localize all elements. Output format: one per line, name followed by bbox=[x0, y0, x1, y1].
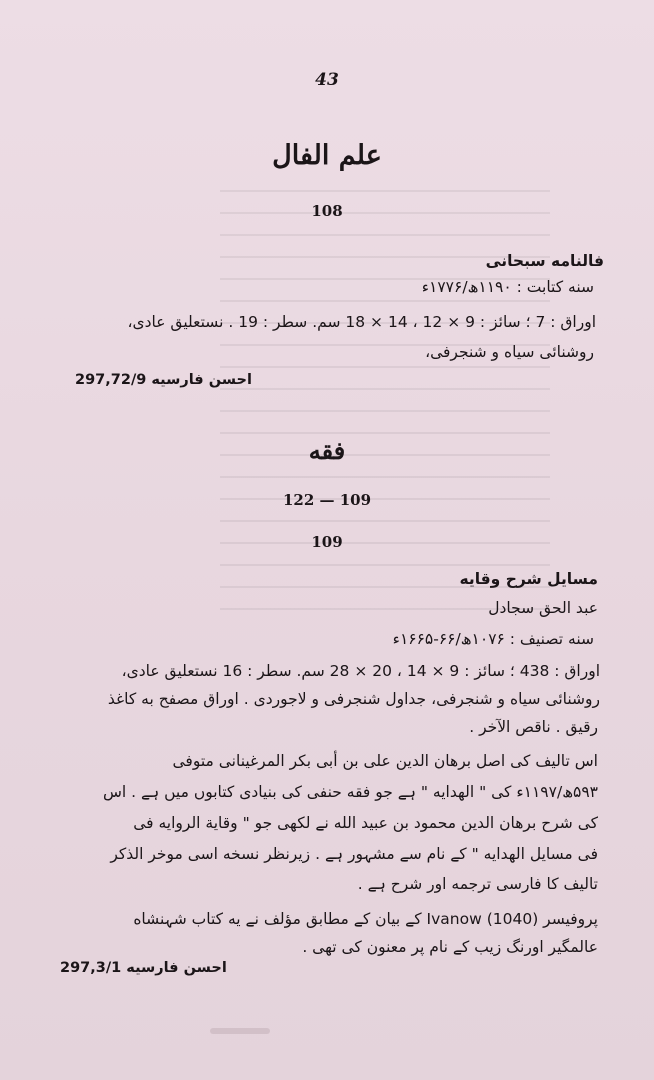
entry-title: فالنامه سبحانی bbox=[485, 252, 604, 270]
paper-smudge bbox=[210, 1028, 270, 1034]
entry-shelfmark: احسن فارسیه 297,72/9 bbox=[75, 372, 252, 388]
description-line: تالیف کا فارسی ترجمه اور شرح ہے . bbox=[357, 875, 598, 893]
description-line: اس تالیف کی اصل برهان الدین علی بن أبی بکر المرغینانی متوفی bbox=[172, 752, 598, 770]
entry-ink-line: روشنائی سیاه و شنجرفی، جداول شنجرفی و لاجوردی . اوراق مصفح به کاغذ bbox=[107, 690, 600, 708]
description-line: ۵۹۳ھ/۱۱۹۷ء کی " الهدایه " ہے جو فقه حنفی کی بنیادی کتابوں میں ہے . اس bbox=[103, 783, 598, 801]
page-number: 43 bbox=[315, 70, 339, 90]
entry-author: عبد الحق سجادل bbox=[488, 599, 598, 617]
entry-paper-line: رقیق . ناقص الآخر . bbox=[469, 718, 598, 736]
entry-folios-line: اوراق : 438 ؛ سائز : 9 × 14 ، 20 × 28 سم. سطر : 16 نستعلیق عادی، bbox=[121, 662, 600, 680]
entry-folios-line: اوراق : 7 ؛ سائز : 9 × 12 ، 14 × 18 سم. سطر : 19 . نستعلیق عادی، bbox=[127, 313, 596, 331]
section-range: 122 — 109 bbox=[282, 491, 372, 509]
entry-date-line: سنه کتابت : ۱۱۹۰ھ/۱۷۷۶ء bbox=[421, 278, 594, 296]
note-line: پروفیسر Ivanow (1040) کے بیان کے مطابق مؤلف نے یه کتاب شہنشاه bbox=[133, 910, 598, 928]
section-heading-divination: علم الفال bbox=[272, 140, 382, 171]
entry-number-108: 108 bbox=[311, 202, 343, 220]
entry-title: مسایل شرح وقایه bbox=[459, 570, 598, 588]
entry-date-line: سنه تصنیف : ۱۰۷۶ھ/۶۶-۱۶۶۵ء bbox=[392, 630, 594, 648]
description-line: فی مسایل الهدایه " کے نام سے مشہور ہے . زیرنظر نسخه اسی موخر الذکر bbox=[110, 845, 598, 863]
entry-number-109: 109 bbox=[311, 533, 343, 551]
section-heading-fiqh: فقه bbox=[308, 436, 346, 465]
entry-ink-line: روشنائی سیاه و شنجرفی، bbox=[425, 343, 594, 361]
entry-shelfmark: احسن فارسیه 297,3/1 bbox=[60, 960, 227, 976]
description-line: کی شرح برهان الدین محمود بن عبید الله نے لکھی جو " وقایة الروایه فی bbox=[133, 814, 598, 832]
note-line: عالمگیر اورنگ زیب کے نام پر معنون کی تھی . bbox=[302, 938, 598, 956]
